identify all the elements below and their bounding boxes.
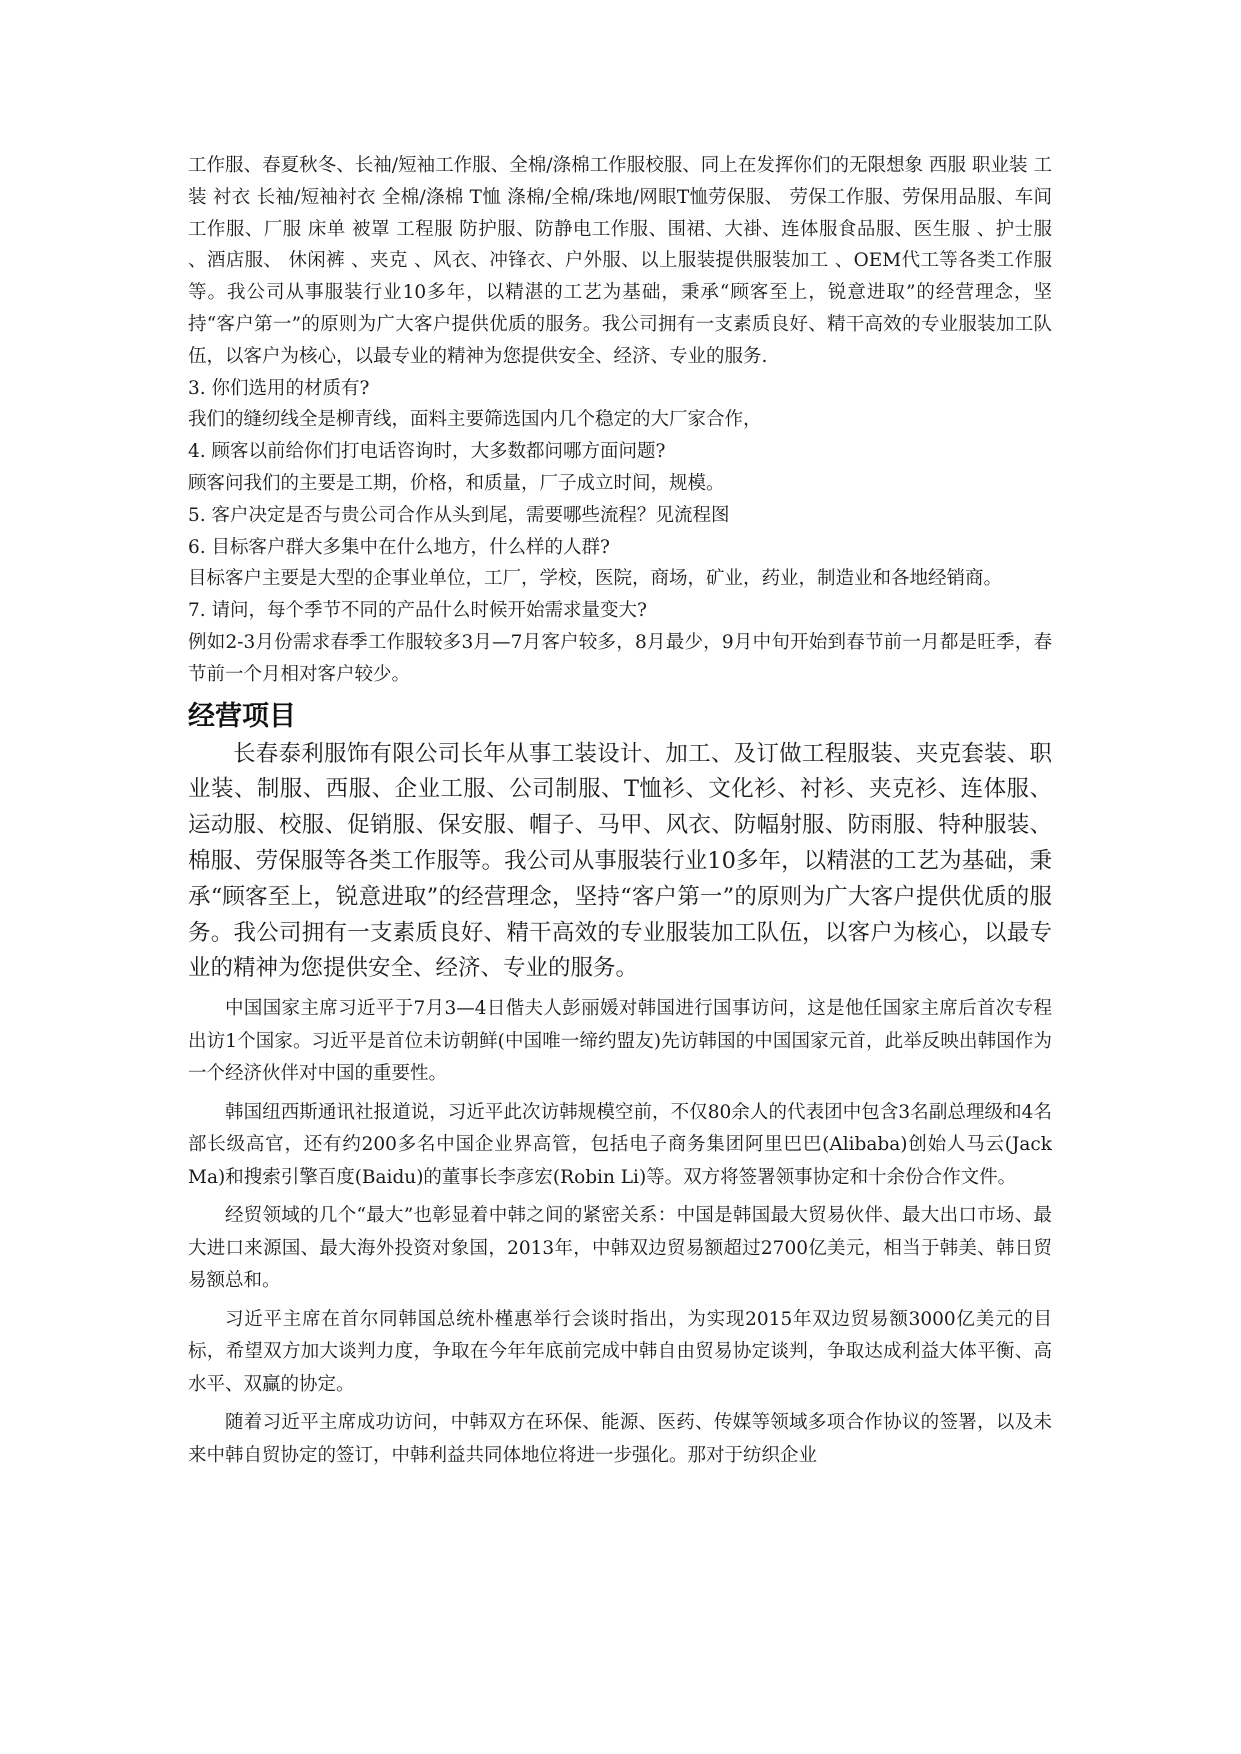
answer-3: 我们的缝纫线全是柳青线，面料主要筛选国内几个稳定的大厂家合作， bbox=[188, 409, 762, 431]
section-heading: 经营项目 bbox=[188, 700, 296, 732]
news-paragraph-4: 习近平主席在首尔同韩国总统朴槿惠举行会谈时指出，为实现2015年双边贸易额3000亿美元的目标，希望双方加大谈判力度，争取在今年年底前完成中韩自由贸易协定谈判，争取达成利益大体平衡、高水平、双赢的协定。 bbox=[188, 1308, 1052, 1395]
news-paragraph-5: 随着习近平主席成功访问，中韩双方在环保、能源、医药、传媒等领域多项合作协议的签署，以及未来中韩自贸协定的签订，中韩利益共同体地位将进一步强化。那对于纺织企业 bbox=[188, 1412, 1052, 1466]
answer-4: 顾客问我们的主要是工期，价格，和质量，厂子成立时间，规模。 bbox=[188, 472, 725, 494]
faq-section bbox=[188, 150, 1052, 691]
question-5: 5. 客户决定是否与贵公司合作从头到尾，需要哪些流程？见流程图 bbox=[188, 504, 730, 526]
question-7: 7. 请问，每个季节不同的产品什么时候开始需求量变大? bbox=[188, 600, 647, 622]
answer-7: 例如2-3月份需求春季工作服较多3月—7月客户较多，8月最少，9月中旬开始到春节前一月都是旺季，春节前一个月相对客户较少。 bbox=[188, 631, 1052, 685]
question-6: 6. 目标客户群大多集中在什么地方，什么样的人群? bbox=[188, 536, 610, 558]
intro-paragraph: 工作服、春夏秋冬、长袖/短袖工作服、全棉/涤棉工作服校服、同上在发挥你们的无限想象 西服 职业装 工装 衬衣 长袖/短袖衬衣 全棉/涤棉 T恤 涤棉/全棉/珠地/网眼T恤劳保服、 劳保工作服、劳保用品服、车间工作服、厂服 床单 被罩 工程服 防护服、防静电工作服、围裙、大褂、连体服食品服、医生服 、护士服 、酒店服、 休闲裤 、夹克 、风衣、冲锋衣、户外服、以上服装提供服装加工 、OEM代工等各类工作服等。我公司从事服装行业10多年，以精湛的工艺为基础，秉承“顾客至上，锐意进取”的经营理念，坚持“客户第一”的原则为广大客户提供优质的服务。我公司拥有一支素质良好、精干高效的专业服装加工队伍，以客户为核心，以最专业的精神为您提供安全、经济、专业的服务. bbox=[188, 155, 1052, 367]
document-page bbox=[188, 150, 1052, 1478]
news-section bbox=[188, 993, 1052, 1472]
question-3: 3. 你们选用的材质有? bbox=[188, 377, 370, 399]
business-paragraph: 长春泰利服饰有限公司长年从事工装设计、加工、及订做工程服装、夹克套装、职业装、制服、西服、企业工服、公司制服、T恤衫、文化衫、衬衫、夹克衫、连体服、运动服、校服、促销服、保安服、帽子、马甲、风衣、防幅射服、防雨服、特种服装、棉服、劳保服等各类工作服等。我公司从事服装行业10多年，以精湛的工艺为基础，秉承“顾客至上，锐意进取”的经营理念，坚持“客户第一”的原则为广大客户提供优质的服务。我公司拥有一支素质良好、精干高效的专业服装加工队伍，以客户为核心，以最专业的精神为您提供安全、经济、专业的服务。 bbox=[188, 740, 1052, 982]
news-paragraph-3: 经贸领域的几个“最大”也彰显着中韩之间的紧密关系：中国是韩国最大贸易伙伴、最大出口市场、最大进口来源国、最大海外投资对象国，2013年，中韩双边贸易额超过2700亿美元，相当于韩美、韩日贸易额总和。 bbox=[188, 1205, 1052, 1292]
news-paragraph-1: 中国国家主席习近平于7月3—4日偕夫人彭丽媛对韩国进行国事访问，这是他任国家主席后首次专程出访1个国家。习近平是首位未访朝鲜(中国唯一缔约盟友)先访韩国的中国国家元首，此举反映出韩国作为一个经济伙伴对中国的重要性。 bbox=[188, 998, 1052, 1085]
question-4: 4. 顾客以前给你们打电话咨询时，大多数都问哪方面问题? bbox=[188, 441, 666, 463]
answer-6: 目标客户主要是大型的企事业单位，工厂，学校，医院，商场，矿业，药业，制造业和各地经销商。 bbox=[188, 568, 1003, 590]
news-paragraph-2: 韩国纽西斯通讯社报道说，习近平此次访韩规模空前，不仅80余人的代表团中包含3名副总理级和4名部长级高官，还有约200多名中国企业界高管，包括电子商务集团阿里巴巴(Alibaba)创始人马云(Jack Ma)和搜索引擎百度(Baidu)的董事长李彦宏(Robin Li)等。双方将签署领事协定和十余份合作文件。 bbox=[188, 1101, 1052, 1188]
